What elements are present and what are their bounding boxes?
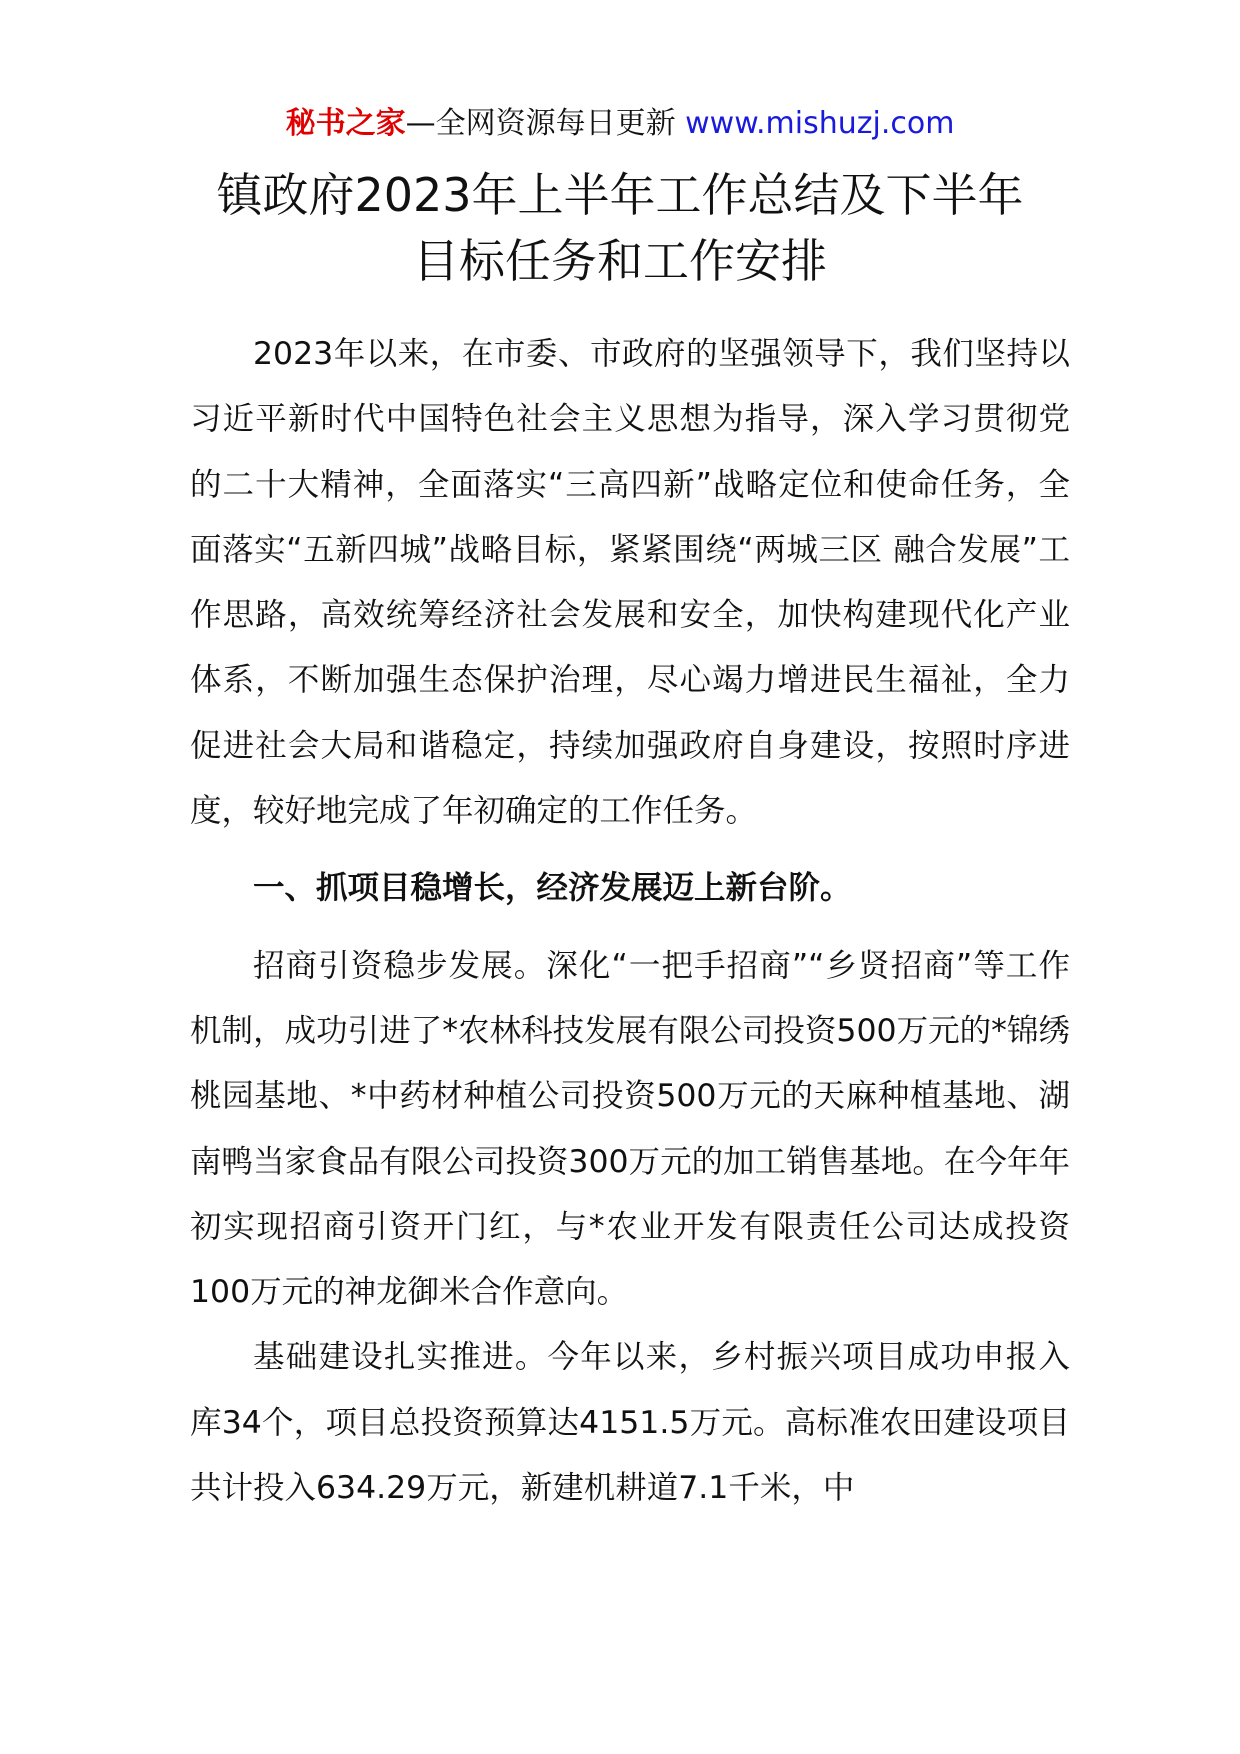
title-line-1: 镇政府2023年上半年工作总结及下半年: [216, 168, 1024, 222]
document-body: [190, 322, 1070, 1521]
site-brand: 秘书之家: [285, 106, 406, 141]
site-header: [0, 104, 1240, 144]
title-line-2: 目标任务和工作安排: [413, 234, 827, 288]
intro-paragraph: 2023年以来，在市委、市政府的坚强领导下，我们坚持以习近平新时代中国特色社会主义思想为指导，深入学习贯彻党的二十大精神，全面落实“三高四新”战略定位和使命任务，全面落实“五新四城”战略目标，紧紧围绕“两城三区 融合发展”工作思路，高效统筹经济社会发展和安全，加快构建现代化产业体系，不断加强生态保护治理，尽心竭力增进民生福祉，全力促进社会大局和谐稳定，持续加强政府自身建设，按照时序进度，较好地完成了年初确定的工作任务。: [190, 336, 1070, 830]
investment-paragraph: 招商引资稳步发展。深化“一把手招商”“乡贤招商”等工作机制，成功引进了*农林科技发展有限公司投资500万元的*锦绣桃园基地、*中药材种植公司投资500万元的天麻种植基地、湖南鸭当家食品有限公司投资300万元的加工销售基地。在今年年初实现招商引资开门红，与*农业开发有限责任公司达成投资100万元的神龙御米合作意向。: [190, 947, 1070, 1311]
site-url-link[interactable]: www.mishuzj.com: [685, 106, 955, 141]
site-tagline: —全网资源每日更新: [405, 106, 676, 141]
document-title: [0, 162, 1240, 294]
section-heading: 一、抓项目稳增长，经济发展迈上新台阶。: [253, 870, 852, 907]
infrastructure-paragraph: 基础建设扎实推进。今年以来，乡村振兴项目成功申报入库34个，项目总投资预算达4151.5万元。高标准农田建设项目共计投入634.29万元，新建机耕道7.1千米，中: [190, 1339, 1070, 1507]
